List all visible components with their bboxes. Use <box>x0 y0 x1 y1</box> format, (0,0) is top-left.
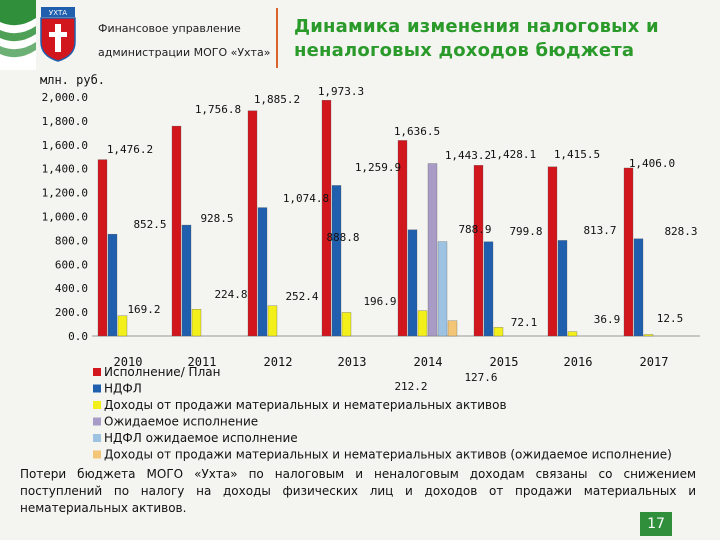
y-tick-label: 400.0 <box>54 282 88 296</box>
data-label: 1,074.8 <box>282 192 330 205</box>
data-label: 1,636.5 <box>393 125 441 138</box>
data-label: 813.7 <box>583 224 617 237</box>
legend-swatch <box>93 451 101 459</box>
y-tick-label: 800.0 <box>54 234 88 248</box>
data-label: 1,973.3 <box>317 85 365 98</box>
crest-icon <box>40 6 76 62</box>
bar <box>118 316 127 336</box>
y-tick-label: 200.0 <box>54 306 88 320</box>
data-label: 828.3 <box>664 225 698 238</box>
bar <box>248 111 257 336</box>
organization-name-line2: администрации МОГО «Ухта» <box>98 46 271 59</box>
bar <box>342 312 351 336</box>
data-label: 928.5 <box>200 212 234 225</box>
data-label: 1,476.2 <box>106 143 154 156</box>
header-divider <box>276 8 278 68</box>
legend-swatch <box>93 368 101 376</box>
y-tick-label: 0.0 <box>68 330 88 343</box>
data-label: 1,756.8 <box>194 103 242 116</box>
data-label: 1,885.2 <box>253 93 301 106</box>
header <box>0 0 720 72</box>
x-tick-label: 2010 <box>113 355 143 369</box>
y-tick-label: 1,200.0 <box>41 186 88 200</box>
bar <box>192 309 201 336</box>
bar <box>548 167 557 336</box>
legend-swatch <box>93 401 101 409</box>
data-label: 1,415.5 <box>553 148 601 161</box>
data-label: 799.8 <box>509 225 543 238</box>
legend-label: Доходы от продажи материальных и нематериальных активов <box>104 398 507 412</box>
y-tick-label: 1,000.0 <box>41 210 88 224</box>
bar <box>624 168 633 336</box>
legend-swatch <box>93 418 101 426</box>
organization-name-line1: Финансовое управление <box>98 22 241 35</box>
legend-label: НДФЛ <box>104 381 142 396</box>
slide-title-line2: неналоговых доходов бюджета <box>294 40 635 61</box>
y-tick-label: 1,600.0 <box>41 138 88 152</box>
legend-label: НДФЛ ожидаемое исполнение <box>104 431 298 445</box>
bar <box>258 208 267 336</box>
bar <box>438 242 447 336</box>
x-tick-label: 2016 <box>563 355 593 369</box>
bar <box>428 164 437 336</box>
legend-label: Доходы от продажи материальных и нематериальных активов (ожидаемое исполнение) <box>104 447 672 462</box>
legend-swatch <box>93 385 101 393</box>
crest-label: УХТА <box>48 9 68 17</box>
bar <box>332 185 341 336</box>
bar <box>172 126 181 336</box>
bar <box>418 311 427 336</box>
data-label: 127.6 <box>464 371 498 384</box>
data-label: 224.8 <box>214 288 248 301</box>
data-label: 1,406.0 <box>628 157 676 170</box>
data-label: 252.4 <box>285 290 319 303</box>
data-label: 852.5 <box>133 218 167 231</box>
data-label: 888.8 <box>326 231 360 244</box>
x-tick-label: 2013 <box>337 355 367 369</box>
bar <box>558 240 567 336</box>
data-label: 12.5 <box>656 312 684 325</box>
bar-chart <box>0 70 720 466</box>
bar <box>408 230 417 336</box>
y-units-label: млн. руб. <box>40 73 106 87</box>
y-tick-label: 1,400.0 <box>41 162 88 176</box>
legend-label: Ожидаемое исполнение <box>104 414 259 429</box>
bar <box>474 165 483 336</box>
footer-note: Потери бюджета МОГО «Ухта» по налоговым и неналоговым доходам связаны со снижением поступлений по налогу на доходы физических лиц и доходов от продажи материальных и нематериальных активов. <box>20 467 696 515</box>
y-tick-label: 2,000.0 <box>41 91 88 104</box>
bar <box>494 327 503 336</box>
x-tick-label: 2014 <box>413 355 443 369</box>
slide-title-line1: Динамика изменения налоговых и <box>294 16 659 37</box>
bar <box>322 100 331 336</box>
x-tick-label: 2017 <box>639 355 669 369</box>
x-tick-label: 2011 <box>187 355 217 369</box>
data-label: 196.9 <box>363 295 397 308</box>
x-tick-label: 2015 <box>489 355 519 369</box>
y-tick-label: 1,800.0 <box>41 114 88 128</box>
bar <box>484 242 493 336</box>
page-number-badge: 17 <box>640 512 672 536</box>
bar <box>448 321 457 336</box>
bar <box>644 335 653 336</box>
bar <box>98 160 107 336</box>
data-label: 1,259.9 <box>354 161 402 174</box>
y-tick-label: 600.0 <box>54 258 88 272</box>
x-tick-label: 2012 <box>263 355 293 369</box>
bar <box>634 239 643 336</box>
data-label: 1,443.2 <box>444 149 492 162</box>
bar <box>182 225 191 336</box>
legend-label: Исполнение/ План <box>104 365 221 379</box>
legend-swatch <box>93 434 101 442</box>
data-label: 212.2 <box>394 380 428 393</box>
bar <box>108 234 117 336</box>
bar <box>568 332 577 336</box>
data-label: 1,428.1 <box>489 148 537 161</box>
data-label: 72.1 <box>510 316 538 329</box>
flag-logo-icon <box>0 0 36 70</box>
data-label: 788.9 <box>458 223 492 236</box>
data-label: 169.2 <box>127 303 161 316</box>
data-label: 36.9 <box>593 313 621 326</box>
bar <box>268 306 277 336</box>
